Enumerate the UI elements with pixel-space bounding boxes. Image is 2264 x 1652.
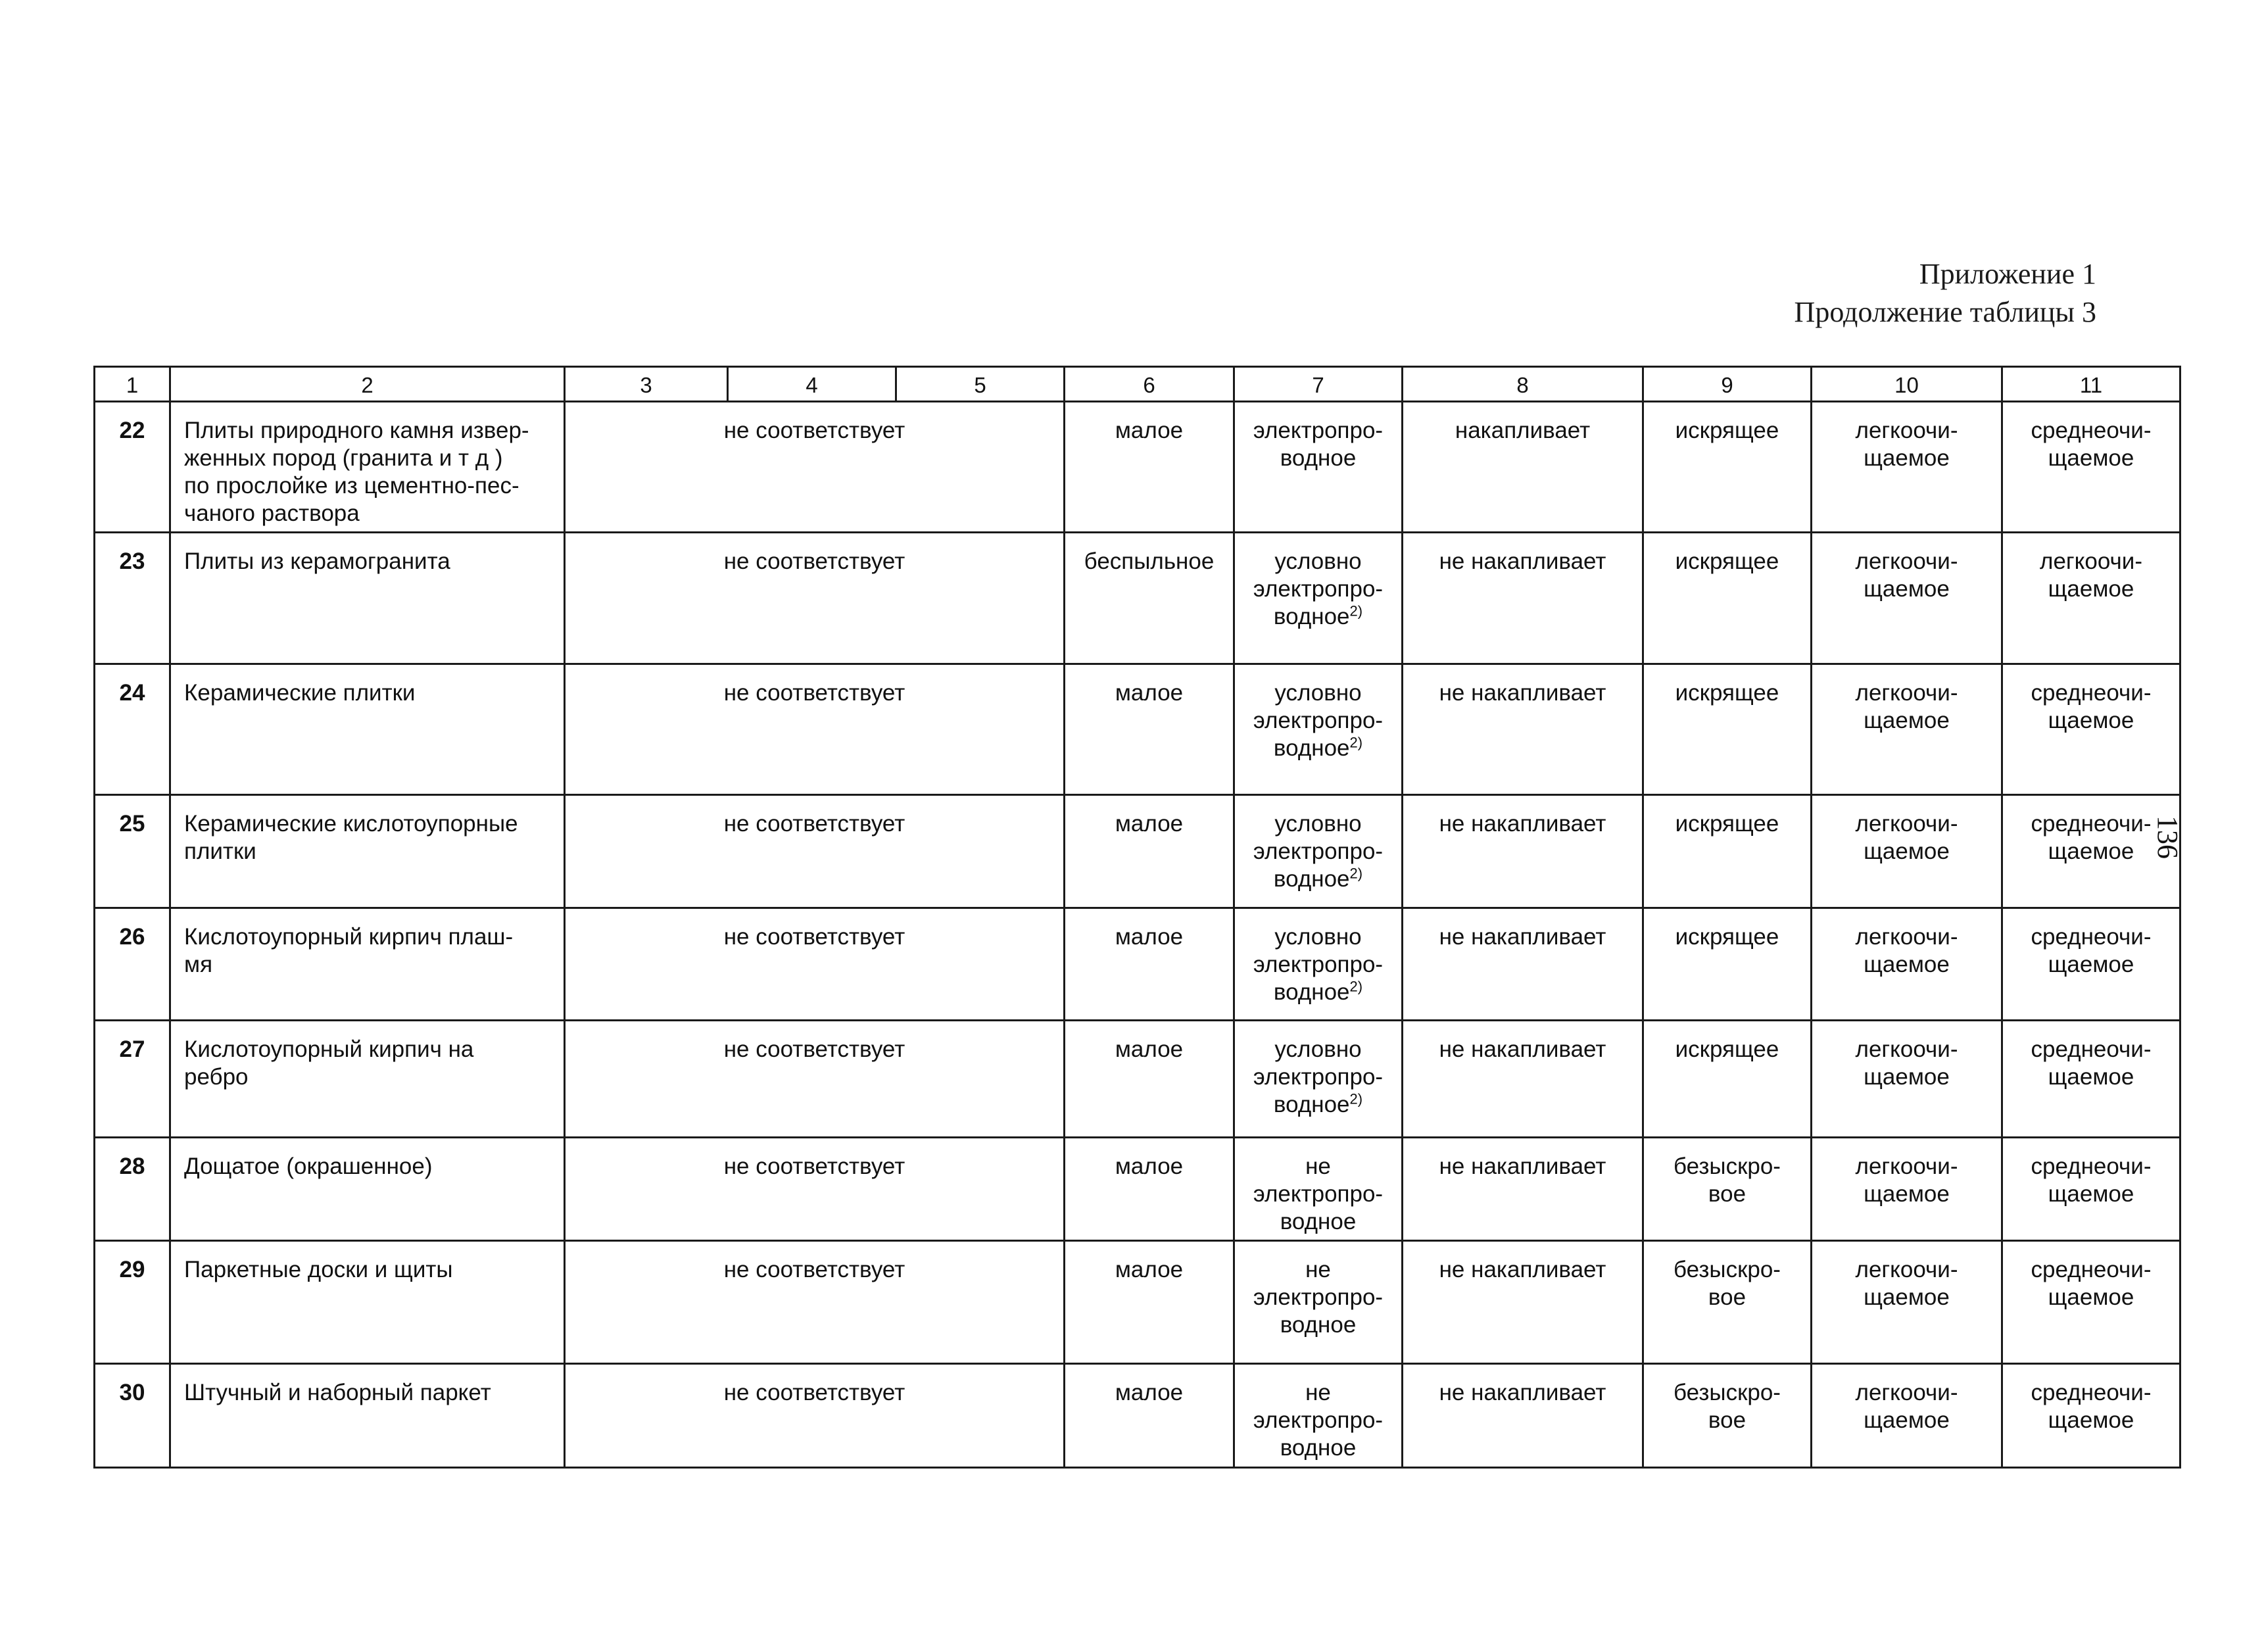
appendix-label: Приложение 1 <box>1919 258 2096 290</box>
cell-text-line: легкоочи- <box>1855 548 1958 574</box>
cell-text-line: условно <box>1274 680 1362 706</box>
material-name-cell <box>170 664 565 795</box>
row-number-cell: 23 <box>95 533 170 664</box>
page-number: 136 <box>2152 815 2184 859</box>
cell-text-line: не <box>1305 1380 1331 1405</box>
table-row <box>95 1138 2180 1241</box>
conductivity-cell <box>1234 402 1403 533</box>
cleanability-2-cell <box>2002 1241 2180 1364</box>
cell-text-line: легкоочи- <box>1855 680 1958 706</box>
conductivity-cell <box>1234 1241 1403 1364</box>
cell-text-line: Керамические плитки <box>184 680 416 706</box>
cell-text-line: щаемое <box>2048 952 2134 977</box>
compliance-cell: не соответствует <box>565 1021 1065 1138</box>
cell-text-line: среднеочи- <box>2031 1380 2152 1405</box>
sparking-cell <box>1643 533 1812 664</box>
row-number-cell: 22 <box>95 402 170 533</box>
document-caption <box>1794 255 2096 331</box>
charge-accumulation-cell: не накапливает <box>1403 1364 1643 1468</box>
cell-text-line: Кислотоупорный кирпич на <box>184 1036 474 1062</box>
compliance-cell: не соответствует <box>565 1138 1065 1241</box>
dust-cell: малое <box>1065 1364 1234 1468</box>
charge-accumulation-cell: не накапливает <box>1403 533 1643 664</box>
footnote-marker: 2) <box>1349 602 1363 620</box>
cell-text-line: Керамические кислотоупорные <box>184 811 518 837</box>
cell-text-line: щаемое <box>1864 838 1950 864</box>
column-number: 1 <box>95 367 170 402</box>
cleanability-2-cell <box>2002 1364 2180 1468</box>
conductivity-cell <box>1234 1138 1403 1241</box>
cell-text-line: вое <box>1708 1284 1746 1310</box>
cell-text-line: щаемое <box>1864 445 1950 471</box>
cell-text-line: безыскро- <box>1674 1154 1781 1179</box>
cell-text-line: среднеочи- <box>2031 811 2152 837</box>
column-number: 2 <box>170 367 565 402</box>
footnote-marker: 2) <box>1349 734 1363 751</box>
column-number: 7 <box>1234 367 1403 402</box>
cell-text-line: водное <box>1280 1209 1357 1234</box>
sparking-cell <box>1643 1138 1812 1241</box>
row-number-cell: 30 <box>95 1364 170 1468</box>
compliance-cell: не соответствует <box>565 1241 1065 1364</box>
cell-text-line: искрящее <box>1675 811 1779 837</box>
cell-text-line: плитки <box>184 838 256 864</box>
dust-cell: малое <box>1065 908 1234 1021</box>
charge-accumulation-cell: не накапливает <box>1403 1241 1643 1364</box>
cell-text-line: вое <box>1708 1407 1746 1433</box>
column-number: 4 <box>728 367 896 402</box>
charge-accumulation-cell: не накапливает <box>1403 664 1643 795</box>
cell-text-line: водное$^{2)}$ <box>1273 602 1363 629</box>
cleanability-cell <box>1812 795 2002 908</box>
sparking-cell <box>1643 795 1812 908</box>
column-number: 8 <box>1403 367 1643 402</box>
cell-text-line: по прослойке из цементно-пес- <box>184 473 519 498</box>
cell-text-line: среднеочи- <box>2031 1154 2152 1179</box>
cell-text-line: мя <box>184 952 213 977</box>
table-row <box>95 1021 2180 1138</box>
cleanability-2-cell <box>2002 402 2180 533</box>
dust-cell: малое <box>1065 1021 1234 1138</box>
cell-text-line: вое <box>1708 1181 1746 1207</box>
cleanability-cell <box>1812 402 2002 533</box>
cell-text-line: искрящее <box>1675 924 1779 950</box>
cell-text-line: водное$^{2)}$ <box>1273 1090 1363 1117</box>
cell-text-line: водное$^{2)}$ <box>1273 734 1363 761</box>
table-row <box>95 795 2180 908</box>
sparking-cell <box>1643 908 1812 1021</box>
cell-text-line: искрящее <box>1675 1036 1779 1062</box>
cell-text-line: легкоочи- <box>1855 811 1958 837</box>
conductivity-cell <box>1234 908 1403 1021</box>
cell-text-line: легкоочи- <box>1855 418 1958 443</box>
cleanability-cell <box>1812 908 2002 1021</box>
cleanability-cell <box>1812 1138 2002 1241</box>
material-name-cell <box>170 1138 565 1241</box>
cleanability-cell <box>1812 1021 2002 1138</box>
row-number-cell: 29 <box>95 1241 170 1364</box>
charge-accumulation-cell: не накапливает <box>1403 1021 1643 1138</box>
material-name-cell <box>170 533 565 664</box>
cell-text-line: электропро- <box>1253 576 1384 602</box>
table-row <box>95 664 2180 795</box>
material-name-cell <box>170 402 565 533</box>
column-number: 11 <box>2002 367 2180 402</box>
column-number: 5 <box>896 367 1065 402</box>
cell-text-line: водное$^{2)}$ <box>1273 865 1363 892</box>
table-row <box>95 533 2180 664</box>
cleanability-cell <box>1812 533 2002 664</box>
cleanability-2-cell <box>2002 664 2180 795</box>
cell-text-line: водное$^{2)}$ <box>1273 978 1363 1005</box>
cell-text-line: щаемое <box>2048 1064 2134 1090</box>
cleanability-2-cell <box>2002 1138 2180 1241</box>
cell-text-line: искрящее <box>1675 418 1779 443</box>
cell-text-line: женных пород (гранита и т д ) <box>184 445 503 471</box>
cell-text-line: электропро- <box>1253 1407 1384 1433</box>
cell-text-line: среднеочи- <box>2031 680 2152 706</box>
cleanability-cell <box>1812 1364 2002 1468</box>
materials-table <box>93 366 2181 1469</box>
compliance-cell: не соответствует <box>565 1364 1065 1468</box>
column-number: 9 <box>1643 367 1812 402</box>
material-name-cell <box>170 1021 565 1138</box>
compliance-cell: не соответствует <box>565 402 1065 533</box>
cell-text-line: электропро- <box>1253 708 1384 733</box>
footnote-marker: 2) <box>1349 865 1363 882</box>
cell-text-line: электропро- <box>1253 1064 1384 1090</box>
cell-text-line: не <box>1305 1154 1331 1179</box>
dust-cell: малое <box>1065 1241 1234 1364</box>
cell-text-line: среднеочи- <box>2031 1257 2152 1282</box>
column-number: 10 <box>1812 367 2002 402</box>
footnote-marker: 2) <box>1349 978 1363 995</box>
cell-text-line: Плиты из керамогранита <box>184 548 450 574</box>
cell-text-line: щаемое <box>1864 1181 1950 1207</box>
charge-accumulation-cell: не накапливает <box>1403 908 1643 1021</box>
cell-text-line: безыскро- <box>1674 1380 1781 1405</box>
charge-accumulation-cell: не накапливает <box>1403 1138 1643 1241</box>
cell-text-line: электропро- <box>1253 838 1384 864</box>
cell-text-line: щаемое <box>1864 1064 1950 1090</box>
cell-text-line: легкоочи- <box>1855 1380 1958 1405</box>
cell-text-line: Штучный и наборный паркет <box>184 1380 491 1405</box>
cell-text-line: щаемое <box>2048 445 2134 471</box>
cell-text-line: условно <box>1274 548 1362 574</box>
dust-cell: беспыльное <box>1065 533 1234 664</box>
row-number-cell: 27 <box>95 1021 170 1138</box>
cleanability-cell <box>1812 1241 2002 1364</box>
row-number-cell: 26 <box>95 908 170 1021</box>
dust-cell: малое <box>1065 664 1234 795</box>
cleanability-cell <box>1812 664 2002 795</box>
material-name-cell <box>170 795 565 908</box>
column-number-row <box>95 367 2180 402</box>
cell-text-line: щаемое <box>2048 1284 2134 1310</box>
dust-cell: малое <box>1065 402 1234 533</box>
cleanability-2-cell <box>2002 908 2180 1021</box>
column-number: 6 <box>1065 367 1234 402</box>
cell-text-line: легкоочи- <box>1855 1154 1958 1179</box>
cell-text-line: условно <box>1274 1036 1362 1062</box>
cleanability-2-cell <box>2002 1021 2180 1138</box>
compliance-cell: не соответствует <box>565 795 1065 908</box>
sparking-cell <box>1643 1241 1812 1364</box>
column-number: 3 <box>565 367 728 402</box>
cell-text-line: легкоочи- <box>1855 1257 1958 1282</box>
dust-cell: малое <box>1065 1138 1234 1241</box>
cell-text-line: водное <box>1280 1435 1357 1461</box>
material-name-cell <box>170 1241 565 1364</box>
cell-text-line: водное <box>1280 1312 1357 1338</box>
cell-text-line: щаемое <box>2048 1181 2134 1207</box>
conductivity-cell <box>1234 1021 1403 1138</box>
dust-cell: малое <box>1065 795 1234 908</box>
sparking-cell <box>1643 664 1812 795</box>
compliance-cell: не соответствует <box>565 664 1065 795</box>
material-name-cell <box>170 1364 565 1468</box>
row-number-cell: 28 <box>95 1138 170 1241</box>
cell-text-line: электропро- <box>1253 952 1384 977</box>
row-number-cell: 25 <box>95 795 170 908</box>
cell-text-line: щаемое <box>1864 1407 1950 1433</box>
cell-text-line: легкоочи- <box>1855 924 1958 950</box>
charge-accumulation-cell: накапливает <box>1403 402 1643 533</box>
cell-text-line: среднеочи- <box>2031 418 2152 443</box>
cell-text-line: щаемое <box>2048 838 2134 864</box>
table-row <box>95 1364 2180 1468</box>
cell-text-line: щаемое <box>2048 1407 2134 1433</box>
cell-text-line: щаемое <box>1864 576 1950 602</box>
cell-text-line: не <box>1305 1257 1331 1282</box>
footnote-marker: 2) <box>1349 1090 1363 1107</box>
cell-text-line: чаного раствора <box>184 500 360 526</box>
cell-text-line: Плиты природного камня извер- <box>184 418 529 443</box>
cell-text-line: Паркетные доски и щиты <box>184 1257 453 1282</box>
row-number-cell: 24 <box>95 664 170 795</box>
table-row <box>95 908 2180 1021</box>
cell-text-line: искрящее <box>1675 548 1779 574</box>
cell-text-line: условно <box>1274 924 1362 950</box>
cell-text-line: условно <box>1274 811 1362 837</box>
table-row <box>95 402 2180 533</box>
cell-text-line: ребро <box>184 1064 249 1090</box>
cell-text-line: Дощатое (окрашенное) <box>184 1154 433 1179</box>
cell-text-line: легкоочи- <box>2040 548 2142 574</box>
cell-text-line: щаемое <box>1864 952 1950 977</box>
conductivity-cell <box>1234 795 1403 908</box>
material-name-cell <box>170 908 565 1021</box>
compliance-cell: не соответствует <box>565 908 1065 1021</box>
cell-text-line: электропро- <box>1253 1284 1384 1310</box>
cell-text-line: водное <box>1280 445 1357 471</box>
cell-text-line: среднеочи- <box>2031 924 2152 950</box>
cell-text-line: электропро- <box>1253 1181 1384 1207</box>
sparking-cell <box>1643 1364 1812 1468</box>
cell-text-line: безыскро- <box>1674 1257 1781 1282</box>
charge-accumulation-cell: не накапливает <box>1403 795 1643 908</box>
cleanability-2-cell <box>2002 533 2180 664</box>
cell-text-line: электропро- <box>1253 418 1384 443</box>
conductivity-cell <box>1234 1364 1403 1468</box>
cell-text-line: щаемое <box>2048 576 2134 602</box>
conductivity-cell <box>1234 533 1403 664</box>
cell-text-line: щаемое <box>2048 708 2134 733</box>
sparking-cell <box>1643 402 1812 533</box>
conductivity-cell <box>1234 664 1403 795</box>
table-row <box>95 1241 2180 1364</box>
table-continuation-label: Продолжение таблицы 3 <box>1794 296 2096 328</box>
cell-text-line: искрящее <box>1675 680 1779 706</box>
cell-text-line: Кислотоупорный кирпич плаш- <box>184 924 514 950</box>
cell-text-line: щаемое <box>1864 708 1950 733</box>
compliance-cell: не соответствует <box>565 533 1065 664</box>
cell-text-line: легкоочи- <box>1855 1036 1958 1062</box>
cell-text-line: щаемое <box>1864 1284 1950 1310</box>
cell-text-line: среднеочи- <box>2031 1036 2152 1062</box>
sparking-cell <box>1643 1021 1812 1138</box>
